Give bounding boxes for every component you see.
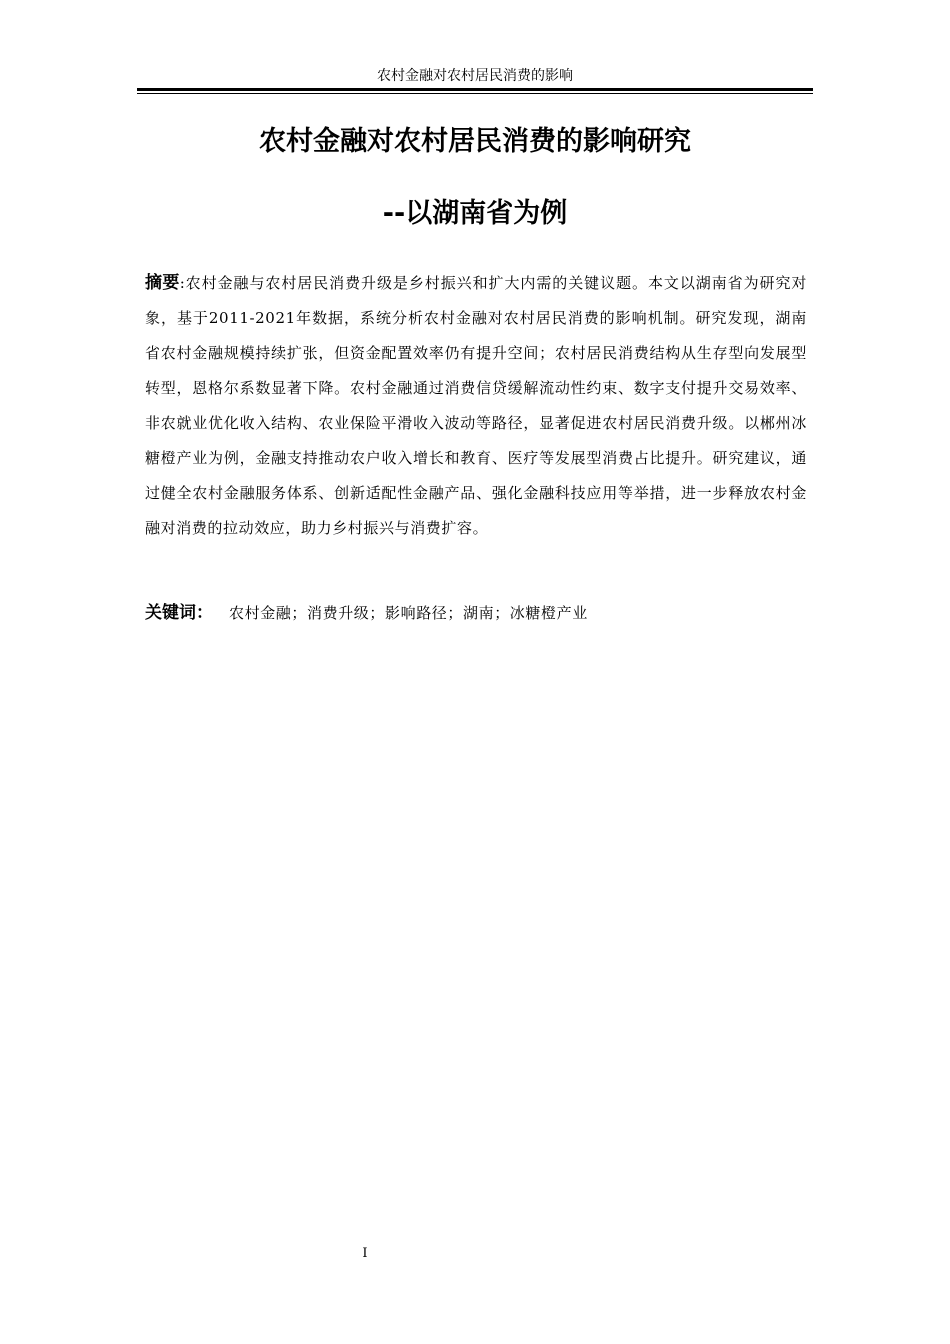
abstract-label: 摘要 xyxy=(145,273,180,293)
keywords-line xyxy=(145,597,807,629)
keywords-text: 农村金融；消费升级；影响路径；湖南；冰糖橙产业 xyxy=(229,604,588,622)
document-title: 农村金融对农村居民消费的影响研究 xyxy=(259,126,691,157)
page-number: I xyxy=(362,1246,368,1261)
header-rule-thin xyxy=(137,93,813,94)
abstract-paragraph xyxy=(145,266,807,546)
running-header: 农村金融对农村居民消费的影响 xyxy=(377,68,573,84)
abstract-text: 农村金融与农村居民消费升级是乡村振兴和扩大内需的关键议题。本文以湖南省为研究对象，基于2011-2021年数据，系统分析农村金融对农村居民消费的影响机制。研究发现，湖南省农村金融规模持续扩张，但资金配置效率仍有提升空间；农村居民消费结构从生存型向发展型转型，恩格尔系数显著下降。农村金融通过消费信贷缓解流动性约束、数字支付提升交易效率、非农就业优化收入结构、农业保险平滑收入波动等路径，显著促进农村居民消费升级。以郴州冰糖橙产业为例，金融支持推动农户收入增长和教育、医疗等发展型消费占比提升。研究建议，通过健全农村金融服务体系、创新适配性金融产品、强化金融科技应用等举措，进一步释放农村金融对消费的拉动效应，助力乡村振兴与消费扩容。 xyxy=(145,274,808,537)
header-rule-thick xyxy=(137,88,813,91)
document-subtitle: --以湖南省为例 xyxy=(382,198,568,229)
keywords-label: 关键词： xyxy=(145,603,213,623)
abstract-separator: : xyxy=(179,274,186,292)
